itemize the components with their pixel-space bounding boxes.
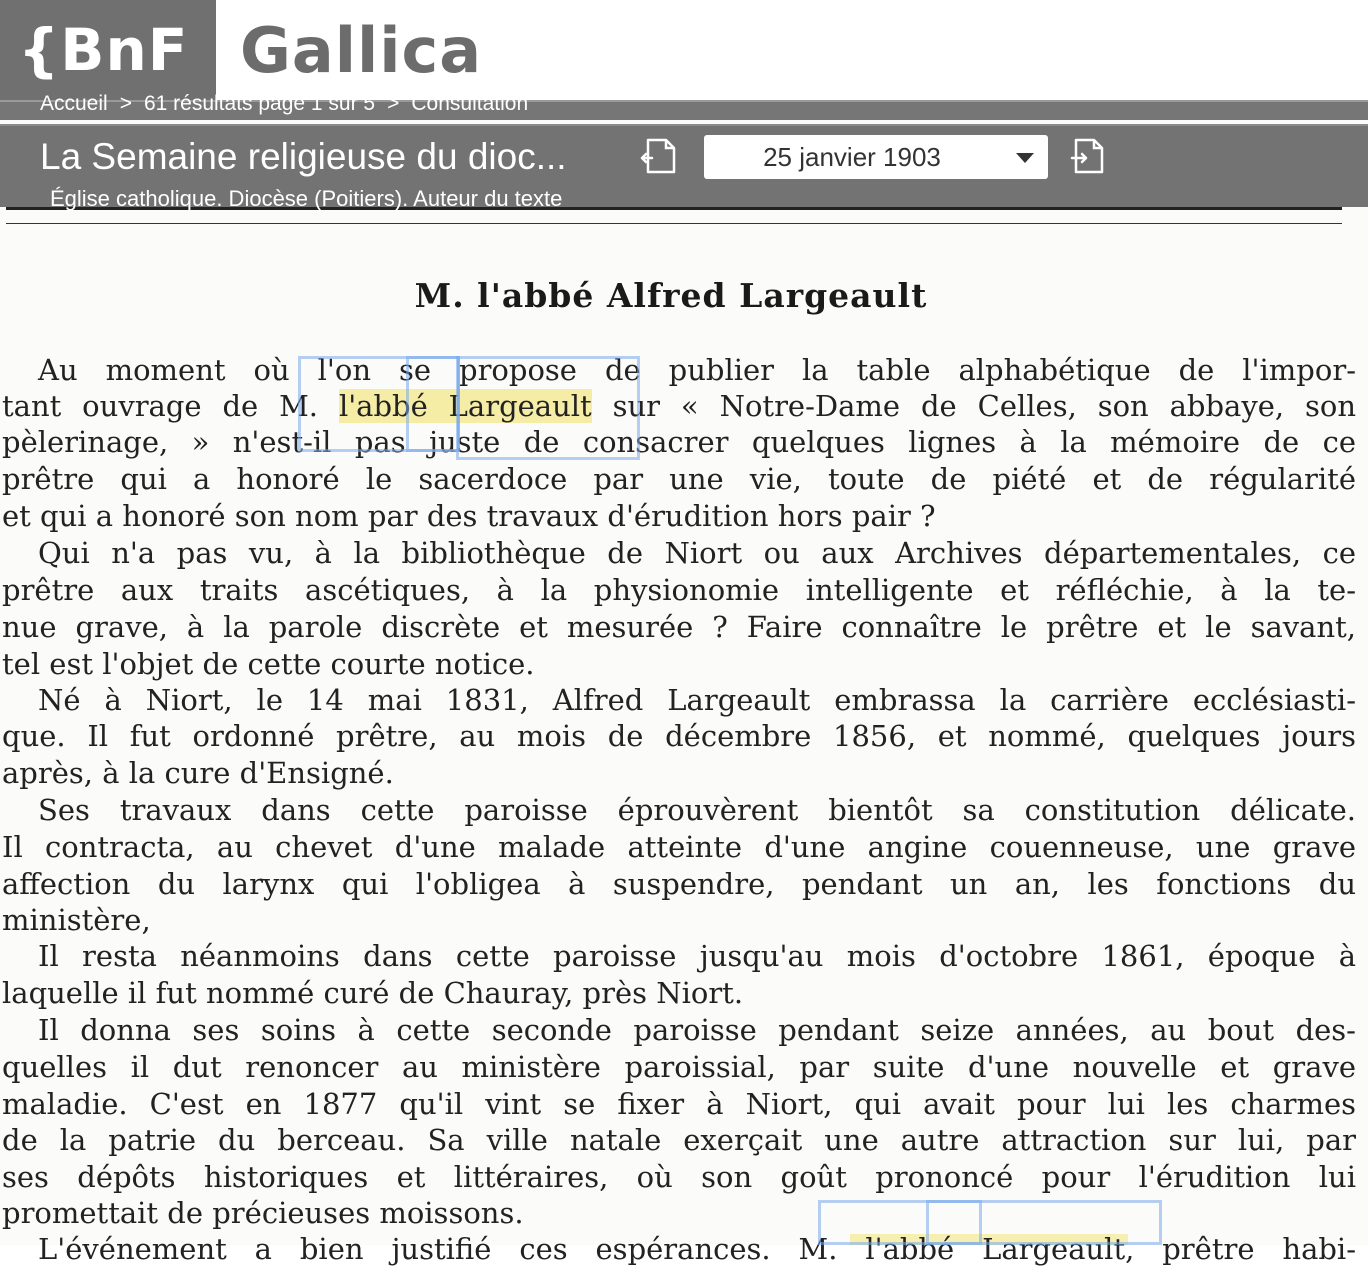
text-line: Qui n'a pas vu, à la bibliothèque de Niort ou aux Archives départementales, ce bbox=[38, 536, 1356, 570]
ocr-word-box bbox=[926, 1200, 982, 1245]
text-line: pèlerinage, » n'est-il pas juste de consacrer quelques lignes à la mémoire de ce bbox=[2, 425, 1356, 459]
text-line: quelles il dut renoncer au ministère paroissial, par suite d'une nouvelle et grave bbox=[2, 1050, 1356, 1084]
text-line: Il donna ses soins à cette seconde paroisse pendant seize années, au bout des- bbox=[38, 1013, 1356, 1047]
bnf-logo[interactable]: {BnF bbox=[0, 0, 216, 100]
top-rule-thin bbox=[6, 223, 1342, 224]
breadcrumb-separator: > bbox=[119, 92, 132, 115]
search-highlight: l'abbé Largeault bbox=[338, 389, 592, 423]
text-line: Au moment où l'on se propose de publier la table alphabétique de l'impor- bbox=[38, 353, 1356, 387]
issue-date-value: 25 janvier 1903 bbox=[763, 142, 941, 172]
text-line: tant ouvrage de M. l'abbé Largeault sur « Notre-Dame de Celles, son abbaye, son bbox=[2, 389, 1357, 423]
breadcrumb-home[interactable]: Accueil bbox=[40, 92, 108, 115]
text-line: maladie. C'est en 1877 qu'il vint se fixer à Niort, qui avait pour lui les charmes bbox=[2, 1087, 1356, 1121]
text-line: Ses travaux dans cette paroisse éprouvèrent bientôt sa constitution délicate. bbox=[38, 793, 1356, 827]
text-line: ses dépôts historiques et littéraires, où son goût prononcé pour l'érudition lui bbox=[2, 1160, 1356, 1194]
breadcrumb-current: Consultation bbox=[411, 92, 529, 115]
text-line: de la patrie du berceau. Sa ville natale exerçait une autre attraction sur lui, par bbox=[2, 1123, 1356, 1157]
issue-date-select[interactable] bbox=[704, 135, 1048, 179]
ocr-word-box bbox=[456, 356, 640, 460]
text-line: Il resta néanmoins dans cette paroisse jusqu'au mois d'octobre 1861, époque à bbox=[38, 939, 1356, 973]
text-line: nue grave, à la parole discrète et mesurée ? Faire connaître le prêtre et le savant, bbox=[2, 610, 1356, 644]
article-title: M. l'abbé Alfred Largeault bbox=[414, 276, 928, 315]
title-bar bbox=[0, 124, 1368, 211]
text-line: prêtre aux traits ascétiques, à la physionomie intelligente et réfléchie, à la te- bbox=[2, 573, 1356, 607]
publication-author[interactable]: Église catholique. Diocèse (Poitiers). Auteur du texte bbox=[50, 186, 563, 211]
text-line: laquelle il fut nommé curé de Chauray, près Niort. bbox=[2, 976, 744, 1010]
text-line: L'événement a bien justifié ces espérances. M. l'abbé Largeault, prêtre habi- bbox=[38, 1232, 1356, 1266]
prev-issue-icon[interactable] bbox=[640, 134, 680, 178]
next-issue-icon[interactable] bbox=[1070, 134, 1110, 178]
text-line: Né à Niort, le 14 mai 1831, Alfred Largeault embrassa la carrière ecclésiasti- bbox=[38, 683, 1356, 717]
text-line: promettait de précieuses moissons. bbox=[2, 1196, 524, 1230]
text-line: affection du larynx qui l'obligea à suspendre, pendant un an, les fonctions du bbox=[2, 867, 1356, 901]
text-line: après, à la cure d'Ensigné. bbox=[2, 756, 394, 790]
ocr-word-box bbox=[406, 356, 460, 452]
ocr-word-box bbox=[818, 1200, 1162, 1245]
breadcrumb-results[interactable]: 61 résultats page 1 sur 5 bbox=[143, 92, 376, 115]
text-line: tel est l'objet de cette courte notice. bbox=[2, 647, 535, 681]
text-line: prêtre qui a honoré le sacerdoce par une vie, toute de piété et de régularité bbox=[2, 462, 1356, 496]
gallica-logo[interactable]: Gallica bbox=[240, 14, 483, 87]
text-line: ministère, bbox=[2, 903, 151, 937]
breadcrumb-separator: > bbox=[387, 92, 400, 115]
publication-title: La Semaine religieuse du dioc... bbox=[40, 136, 567, 177]
breadcrumb bbox=[0, 92, 1368, 120]
text-line: que. Il fut ordonné prêtre, au mois de décembre 1856, et nommé, quelques jours bbox=[2, 719, 1356, 753]
text-line: et qui a honoré son nom par des travaux d'érudition hors pair ? bbox=[2, 499, 936, 533]
text-line: Il contracta, au chevet d'une malade atteinte d'une angine couenneuse, une grave bbox=[2, 830, 1356, 864]
chevron-down-icon bbox=[1016, 153, 1034, 163]
